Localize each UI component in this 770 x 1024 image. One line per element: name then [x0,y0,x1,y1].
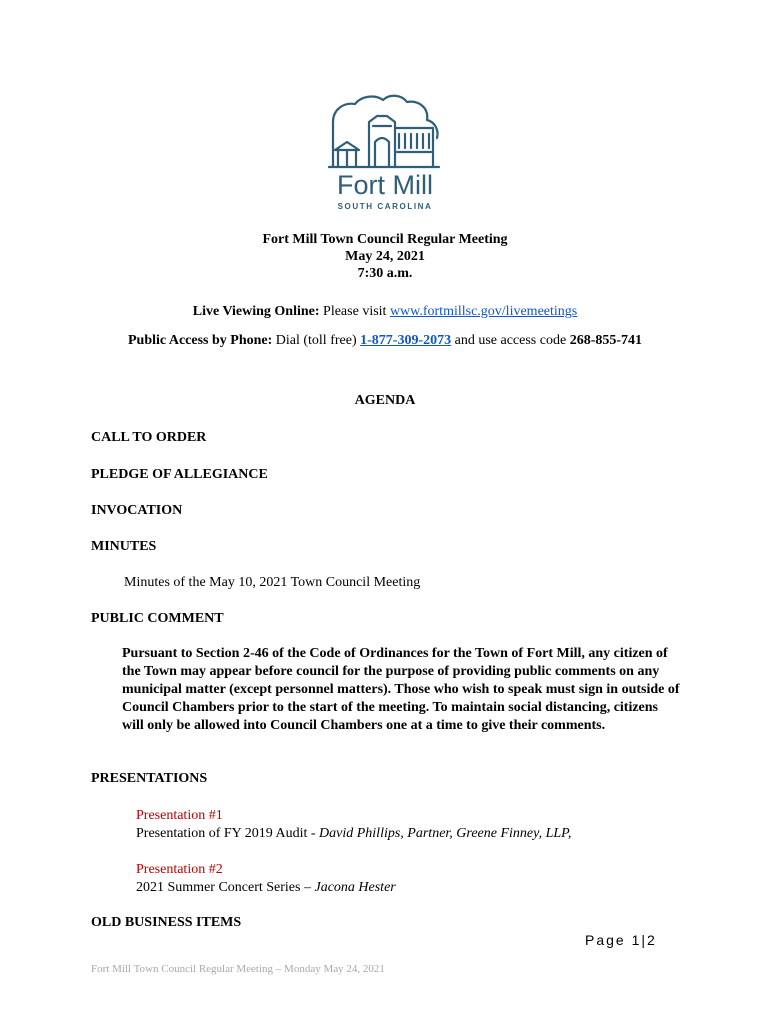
phone-access-text: Dial (toll free) [275,333,357,348]
logo-name: Fort Mill [337,170,433,200]
public-comment-heading: PUBLIC COMMENT [91,611,224,626]
pledge-heading: PLEDGE OF ALLEGIANCE [91,467,268,482]
logo-subtitle: SOUTH CAROLINA [337,202,433,211]
presentation-1-text: Presentation of FY 2019 Audit - [136,826,320,841]
town-hall-logo-icon [325,92,445,170]
access-code-text: and use access code [454,333,567,348]
presentation-2-text: 2021 Summer Concert Series – [136,880,315,895]
presentation-2-label: Presentation #2 [136,862,223,877]
page-number: Page 1|2 [585,932,657,948]
presentation-1-item [136,825,571,842]
old-business-heading: OLD BUSINESS ITEMS [91,915,242,930]
presentation-1-label: Presentation #1 [136,808,223,823]
meeting-time: 7:30 a.m. [357,266,413,281]
meeting-date: May 24, 2021 [345,249,425,264]
public-comment-text: Pursuant to Section 2-46 of the Code of Ordinances for the Town of Fort Mill, any citizen of the Town may appear before council for the purpose of providing public comments on any municipal matter (except personnel matters). Those who wish to speak must sign in outside of Council Chambers prior to the start of the meeting. To maintain social distancing, citizens will only be allowed into Council Chambers one at a time to give their comments. [122,646,680,733]
live-meetings-link[interactable]: www.fortmillsc.gov/livemeetings [389,304,578,319]
phone-access-line [0,332,770,349]
minutes-item: Minutes of the May 10, 2021 Town Council Meeting [124,575,421,590]
presentation-2-item [136,879,396,896]
call-to-order-heading: CALL TO ORDER [91,430,207,445]
town-logo [325,92,445,214]
phone-access-label: Public Access by Phone: [127,333,273,348]
live-viewing-text: Please visit [323,304,387,319]
access-code: 268-855-741 [569,333,643,348]
live-viewing-line [0,303,770,320]
presentations-heading: PRESENTATIONS [91,771,208,786]
presentation-2-presenter: Jacona Hester [314,880,396,895]
meeting-title: Fort Mill Town Council Regular Meeting [262,232,508,247]
live-viewing-label: Live Viewing Online: [192,304,320,319]
minutes-heading: MINUTES [91,539,157,554]
agenda-title: AGENDA [354,393,416,408]
phone-number-link[interactable]: 1-877-309-2073 [360,333,452,348]
page-footer: Fort Mill Town Council Regular Meeting – Monday May 24, 2021 [91,963,385,975]
presentation-1-presenter: David Phillips, Partner, Greene Finney, LLP, [319,826,572,841]
invocation-heading: INVOCATION [91,503,183,518]
